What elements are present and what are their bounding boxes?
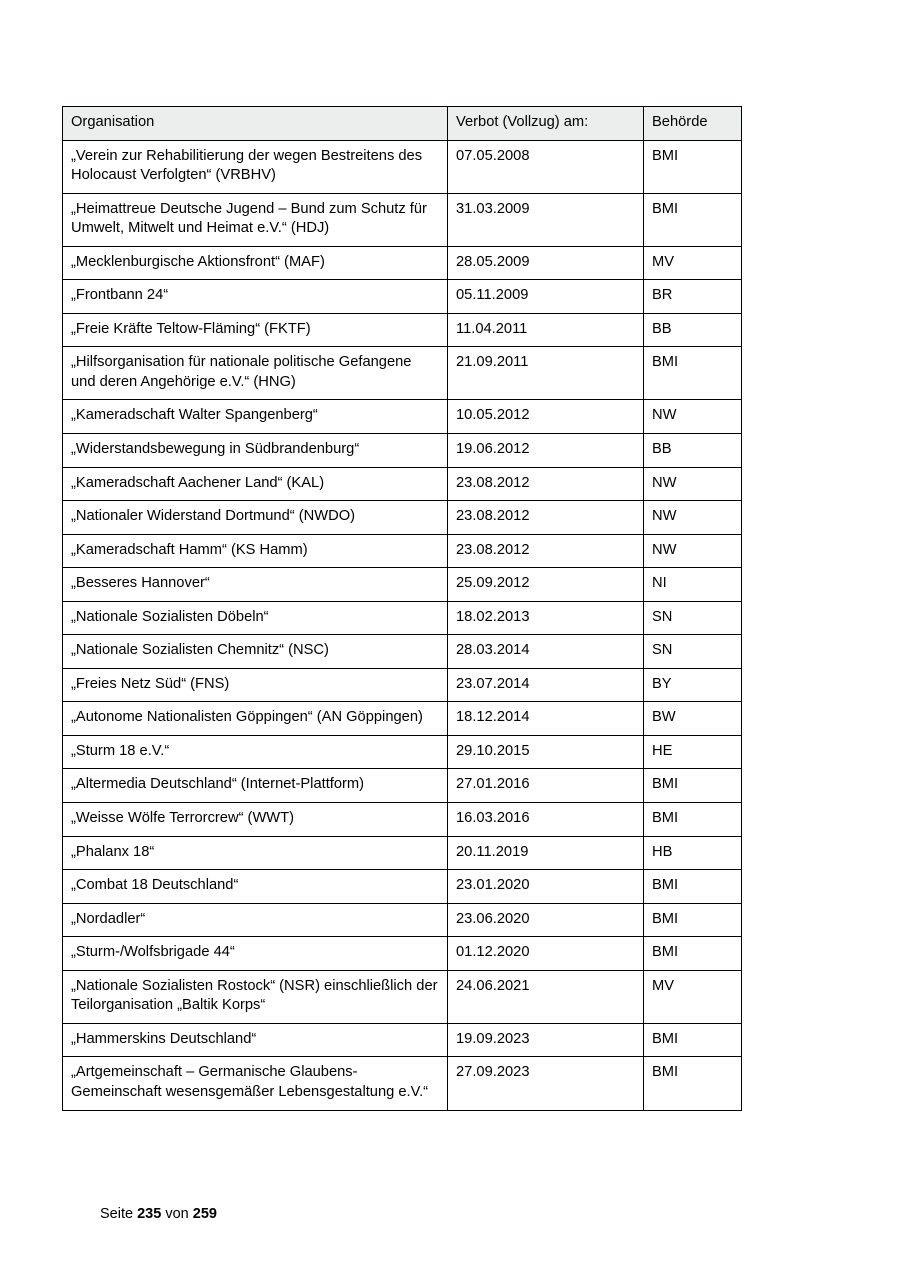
cell-organisation: „Kameradschaft Walter Spangenberg“ (63, 400, 448, 434)
cell-verbot: 10.05.2012 (448, 400, 644, 434)
table-row (63, 1023, 742, 1057)
cell-organisation: „Nationale Sozialisten Rostock“ (NSR) einschließlich der Teilorganisation „Baltik Korps“ (63, 970, 448, 1023)
cell-behoerde: NW (644, 400, 742, 434)
cell-behoerde: HB (644, 836, 742, 870)
table-row (63, 601, 742, 635)
cell-verbot: 11.04.2011 (448, 313, 644, 347)
cell-verbot: 28.03.2014 (448, 635, 644, 669)
cell-organisation: „Kameradschaft Aachener Land“ (KAL) (63, 467, 448, 501)
cell-behoerde: BMI (644, 903, 742, 937)
cell-behoerde: HE (644, 735, 742, 769)
cell-verbot: 29.10.2015 (448, 735, 644, 769)
table-row (63, 870, 742, 904)
footer-total-pages: 259 (192, 1206, 217, 1222)
cell-verbot: 24.06.2021 (448, 970, 644, 1023)
table-row (63, 903, 742, 937)
table-row (63, 193, 742, 246)
cell-organisation: „Freie Kräfte Teltow-Fläming“ (FKTF) (63, 313, 448, 347)
cell-organisation: „Sturm 18 e.V.“ (63, 735, 448, 769)
table-row (63, 534, 742, 568)
cell-verbot: 23.06.2020 (448, 903, 644, 937)
cell-behoerde: BW (644, 702, 742, 736)
cell-behoerde: BY (644, 668, 742, 702)
table-row (63, 467, 742, 501)
cell-behoerde: BMI (644, 347, 742, 400)
cell-verbot: 23.08.2012 (448, 534, 644, 568)
cell-behoerde: BMI (644, 769, 742, 803)
cell-organisation: „Kameradschaft Hamm“ (KS Hamm) (63, 534, 448, 568)
cell-verbot: 25.09.2012 (448, 568, 644, 602)
table-row (63, 313, 742, 347)
cell-organisation: „Combat 18 Deutschland“ (63, 870, 448, 904)
cell-verbot: 19.09.2023 (448, 1023, 644, 1057)
cell-behoerde: BMI (644, 870, 742, 904)
cell-verbot: 01.12.2020 (448, 937, 644, 971)
cell-behoerde: BMI (644, 803, 742, 837)
banned-organisations-table (62, 106, 742, 1111)
table-row (63, 735, 742, 769)
cell-organisation: „Mecklenburgische Aktionsfront“ (MAF) (63, 246, 448, 280)
table-header-row (63, 107, 742, 141)
table-row (63, 246, 742, 280)
cell-behoerde: BMI (644, 193, 742, 246)
cell-behoerde: SN (644, 635, 742, 669)
cell-organisation: „Hammerskins Deutschland“ (63, 1023, 448, 1057)
cell-verbot: 18.02.2013 (448, 601, 644, 635)
table-row (63, 937, 742, 971)
cell-organisation: „Besseres Hannover“ (63, 568, 448, 602)
cell-verbot: 28.05.2009 (448, 246, 644, 280)
cell-organisation: „Sturm-/Wolfsbrigade 44“ (63, 937, 448, 971)
table-row (63, 568, 742, 602)
cell-verbot: 27.01.2016 (448, 769, 644, 803)
cell-organisation: „Altermedia Deutschland“ (Internet-Plattform) (63, 769, 448, 803)
cell-organisation: „Nationale Sozialisten Döbeln“ (63, 601, 448, 635)
cell-verbot: 21.09.2011 (448, 347, 644, 400)
table-row (63, 501, 742, 535)
cell-organisation: „Nationaler Widerstand Dortmund“ (NWDO) (63, 501, 448, 535)
cell-verbot: 31.03.2009 (448, 193, 644, 246)
cell-organisation: „Phalanx 18“ (63, 836, 448, 870)
cell-organisation: „Frontbann 24“ (63, 280, 448, 314)
table-row (63, 702, 742, 736)
cell-behoerde: MV (644, 246, 742, 280)
table-row (63, 769, 742, 803)
table-row (63, 140, 742, 193)
cell-behoerde: BR (644, 280, 742, 314)
cell-behoerde: BMI (644, 1057, 742, 1110)
table-body (63, 140, 742, 1110)
cell-organisation: „Heimattreue Deutsche Jugend – Bund zum Schutz für Umwelt, Mitwelt und Heimat e.V.“ (HDJ) (63, 193, 448, 246)
cell-verbot: 05.11.2009 (448, 280, 644, 314)
cell-behoerde: BMI (644, 1023, 742, 1057)
table-row (63, 803, 742, 837)
footer-of-label: von (165, 1206, 189, 1222)
cell-behoerde: NI (644, 568, 742, 602)
footer-page-label: Seite (100, 1206, 134, 1222)
table-row (63, 970, 742, 1023)
table-row (63, 836, 742, 870)
cell-behoerde: MV (644, 970, 742, 1023)
cell-organisation: „Freies Netz Süd“ (FNS) (63, 668, 448, 702)
table-row (63, 635, 742, 669)
footer-current-page: 235 (137, 1206, 162, 1222)
cell-behoerde: NW (644, 467, 742, 501)
cell-organisation: „Artgemeinschaft – Germanische Glaubens-Gemeinschaft wesensgemäßer Lebensgestaltung e.V.“ (63, 1057, 448, 1110)
cell-verbot: 27.09.2023 (448, 1057, 644, 1110)
cell-organisation: „Hilfsorganisation für nationale politische Gefangene und deren Angehörige e.V.“ (HNG) (63, 347, 448, 400)
table-row (63, 280, 742, 314)
banned-organisations-table-wrapper (62, 106, 741, 1111)
cell-verbot: 23.07.2014 (448, 668, 644, 702)
cell-organisation: „Nationale Sozialisten Chemnitz“ (NSC) (63, 635, 448, 669)
cell-behoerde: BMI (644, 937, 742, 971)
cell-organisation: „Weisse Wölfe Terrorcrew“ (WWT) (63, 803, 448, 837)
table-row (63, 434, 742, 468)
cell-verbot: 19.06.2012 (448, 434, 644, 468)
cell-verbot: 20.11.2019 (448, 836, 644, 870)
cell-verbot: 23.08.2012 (448, 467, 644, 501)
page-footer (100, 1206, 217, 1222)
table-header (63, 107, 742, 141)
cell-organisation: „Autonome Nationalisten Göppingen“ (AN Göppingen) (63, 702, 448, 736)
cell-verbot: 23.08.2012 (448, 501, 644, 535)
cell-verbot: 18.12.2014 (448, 702, 644, 736)
column-header-organisation: Organisation (63, 107, 448, 141)
table-row (63, 400, 742, 434)
cell-behoerde: BMI (644, 140, 742, 193)
cell-behoerde: BB (644, 313, 742, 347)
cell-behoerde: BB (644, 434, 742, 468)
cell-verbot: 07.05.2008 (448, 140, 644, 193)
cell-organisation: „Verein zur Rehabilitierung der wegen Bestreitens des Holocaust Verfolgten“ (VRBHV) (63, 140, 448, 193)
table-row (63, 1057, 742, 1110)
cell-behoerde: NW (644, 534, 742, 568)
cell-verbot: 16.03.2016 (448, 803, 644, 837)
column-header-behoerde: Behörde (644, 107, 742, 141)
cell-organisation: „Widerstandsbewegung in Südbrandenburg“ (63, 434, 448, 468)
cell-behoerde: NW (644, 501, 742, 535)
cell-verbot: 23.01.2020 (448, 870, 644, 904)
table-row (63, 668, 742, 702)
cell-organisation: „Nordadler“ (63, 903, 448, 937)
table-row (63, 347, 742, 400)
column-header-verbot: Verbot (Vollzug) am: (448, 107, 644, 141)
cell-behoerde: SN (644, 601, 742, 635)
